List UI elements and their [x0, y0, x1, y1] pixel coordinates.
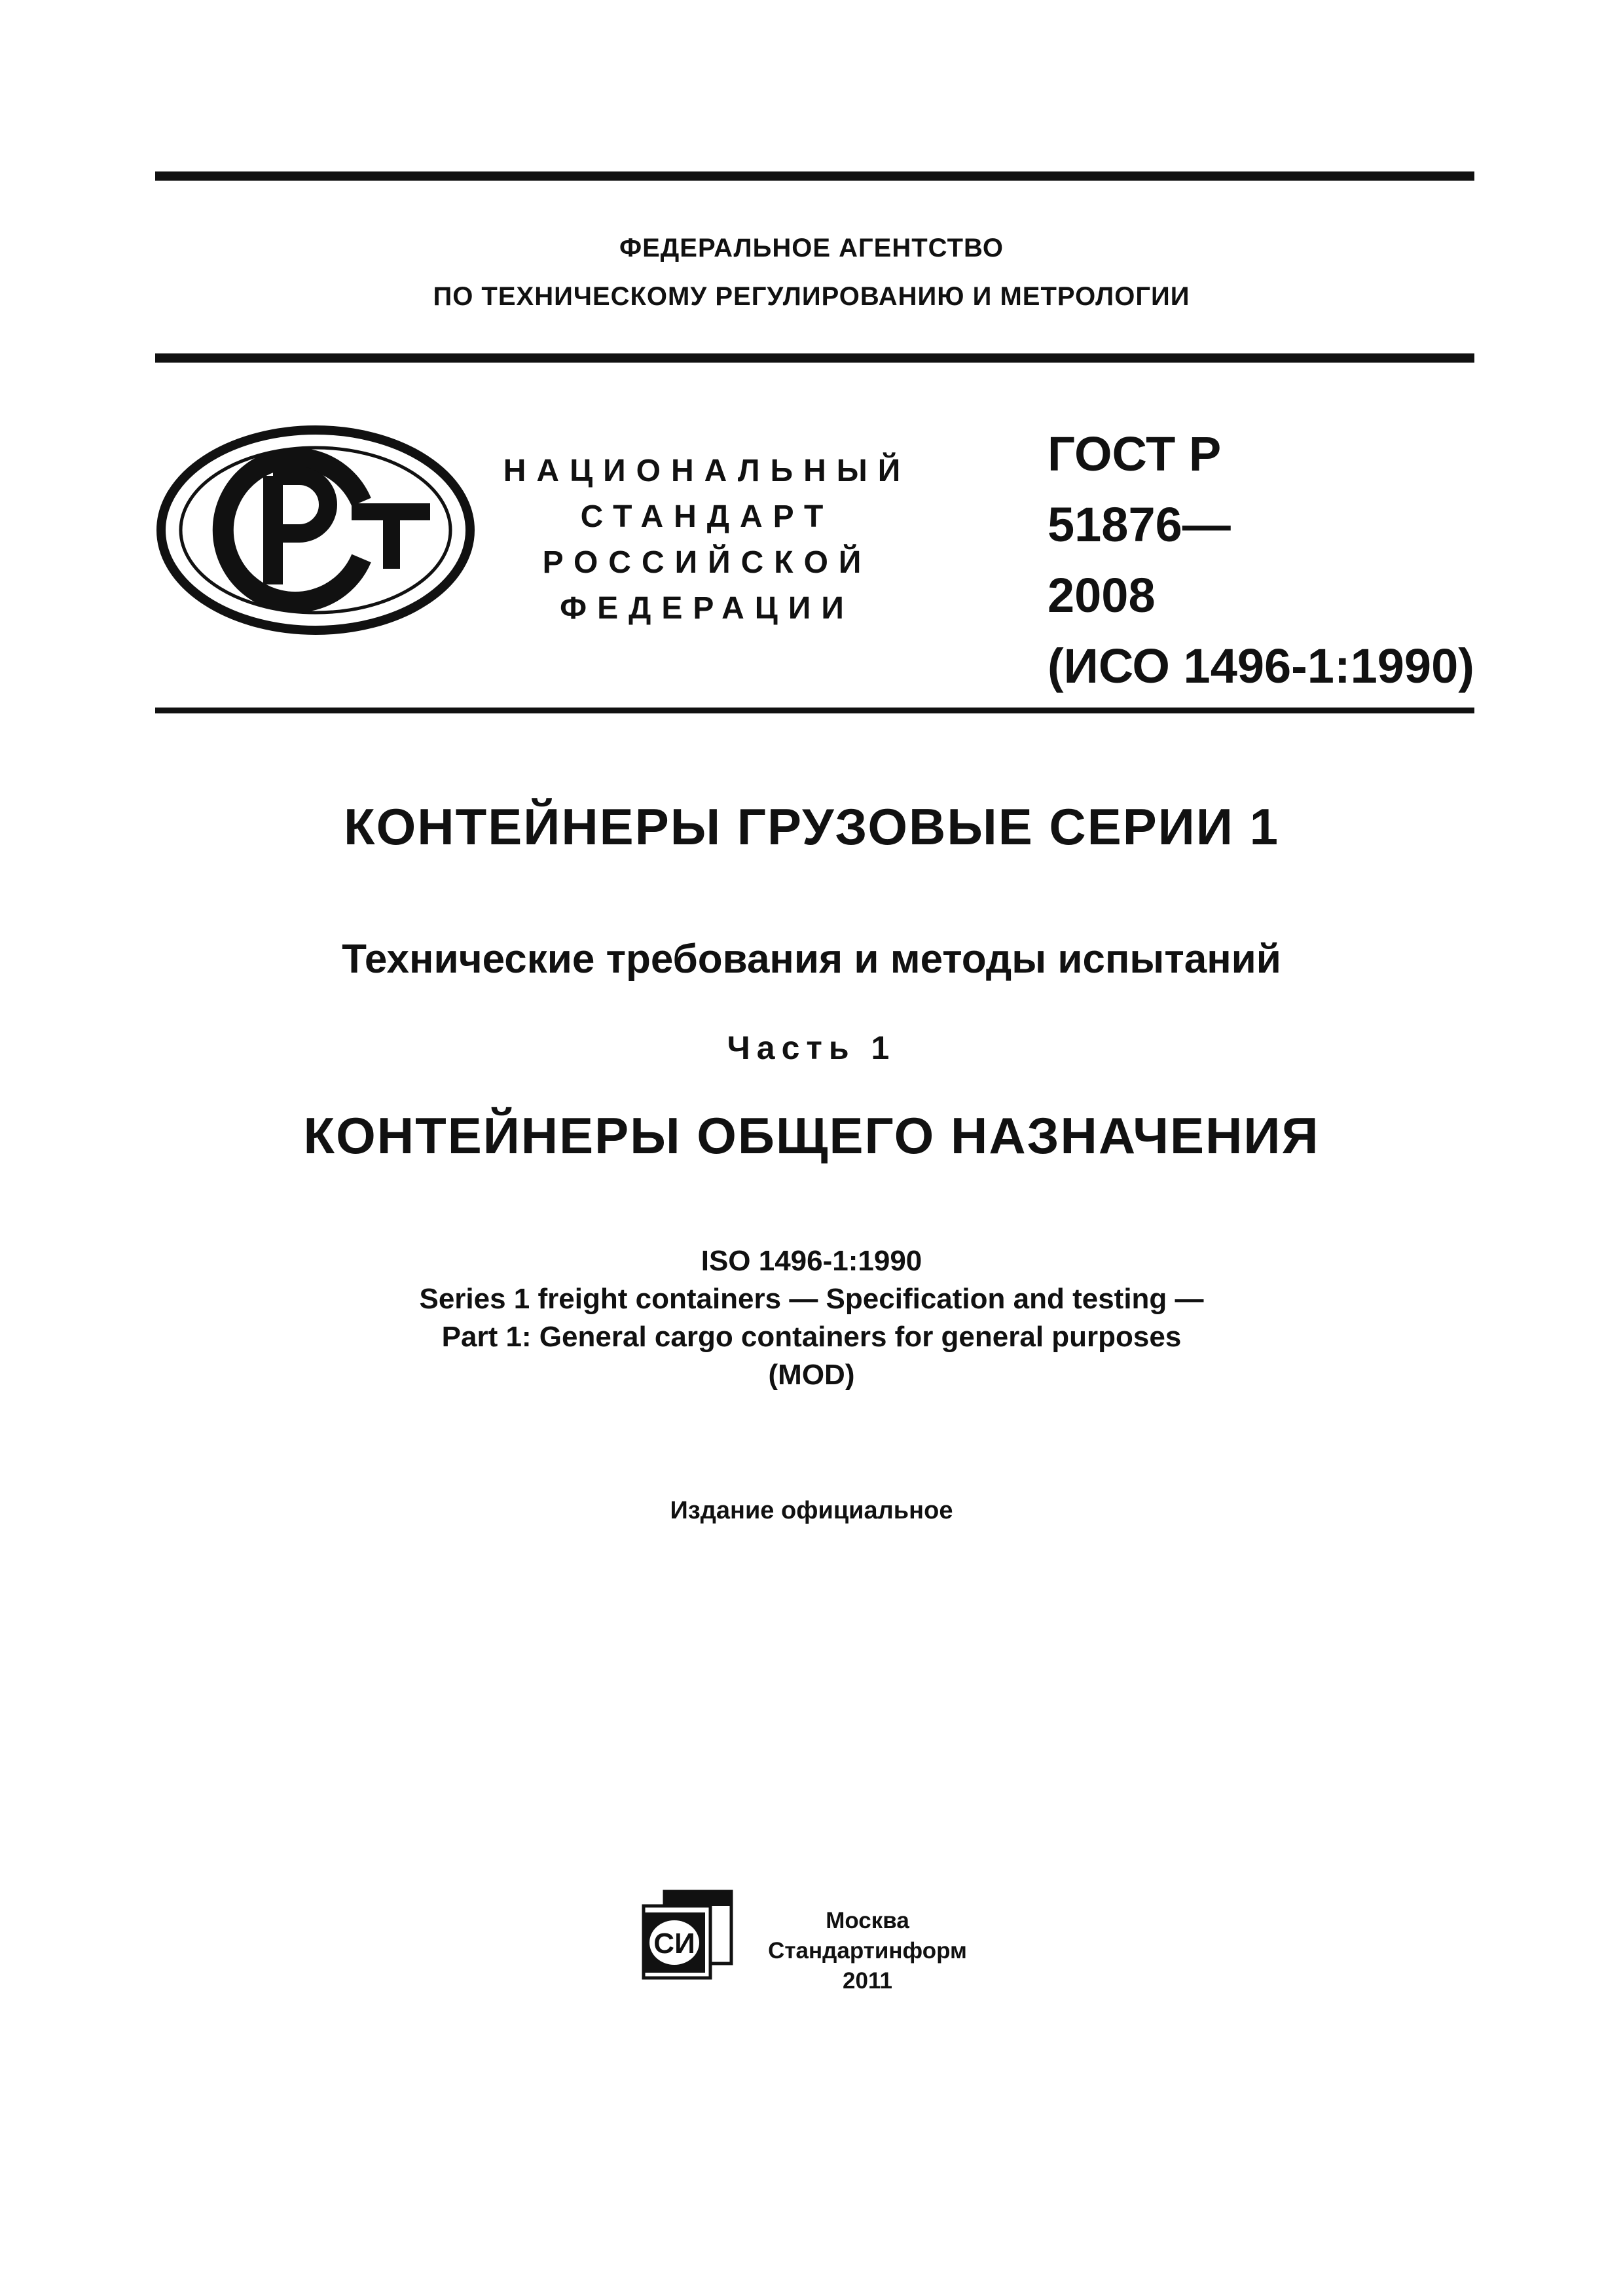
agency-line-1: ФЕДЕРАЛЬНОЕ АГЕНТСТВО [619, 234, 1004, 262]
designation-line-2: 51876— [1048, 497, 1231, 552]
iso-line-1: ISO 1496-1:1990 [701, 1245, 922, 1277]
rst-logo-icon [155, 423, 476, 637]
designation-line-3: 2008 [1048, 568, 1156, 622]
national-standard-label [471, 448, 943, 632]
national-line-4: ФЕДЕРАЦИИ [560, 591, 854, 626]
designation-line-4: (ИСО 1496-1:1990) [1048, 639, 1474, 693]
national-line-2: СТАНДАРТ [580, 499, 834, 534]
iso-line-3: Part 1: General cargo containers for general purposes [441, 1321, 1182, 1353]
iso-line-2: Series 1 freight containers — Specification and testing — [419, 1283, 1204, 1315]
designation-line-1: ГОСТ Р [1048, 427, 1222, 481]
iso-reference [0, 1242, 1623, 1394]
agency-header [0, 224, 1623, 321]
standard-designation [1048, 419, 1474, 702]
publisher-city: Москва [826, 1908, 909, 1933]
national-line-3: РОССИЙСКОЙ [542, 545, 872, 580]
part-label: Часть 1 [727, 1030, 896, 1066]
publisher-info [759, 1906, 976, 1996]
top-rule [155, 171, 1474, 181]
document-title: КОНТЕЙНЕРЫ ГРУЗОВЫЕ СЕРИИ 1 [344, 798, 1279, 855]
edition-label: Издание официальное [670, 1497, 953, 1524]
iso-line-4: (MOD) [768, 1359, 855, 1391]
publisher-name: Стандартинформ [768, 1938, 967, 1964]
svg-text:СИ: СИ [653, 1928, 695, 1960]
national-line-1: НАЦИОНАЛЬНЫЙ [503, 454, 911, 488]
document-subtitle: Технические требования и методы испытаний [342, 937, 1281, 982]
standartinform-logo-icon [638, 1886, 737, 1983]
publisher-year: 2011 [843, 1968, 892, 1994]
agency-line-2: ПО ТЕХНИЧЕСКОМУ РЕГУЛИРОВАНИЮ И МЕТРОЛОГИИ [433, 282, 1190, 311]
part-title: КОНТЕЙНЕРЫ ОБЩЕГО НАЗНАЧЕНИЯ [303, 1107, 1320, 1164]
header-rule [155, 353, 1474, 363]
designation-rule [155, 708, 1474, 713]
